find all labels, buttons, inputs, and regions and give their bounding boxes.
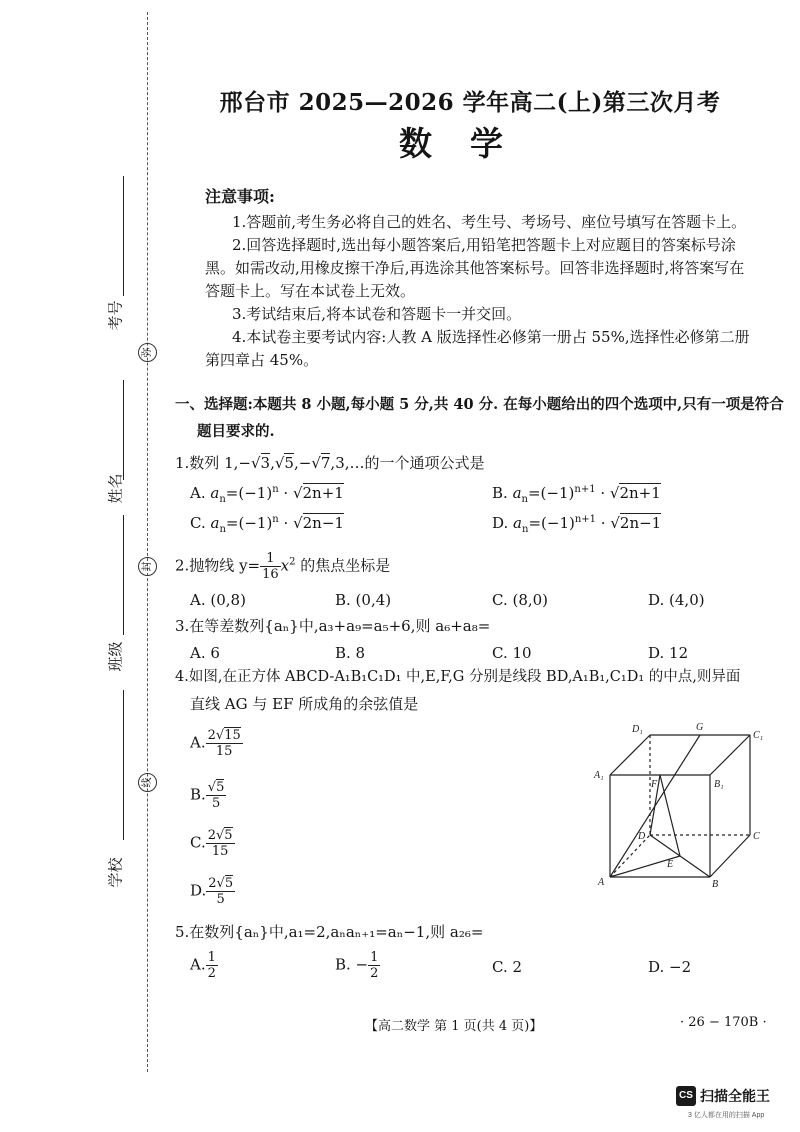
q5-option-d[interactable]: D. −2 — [648, 958, 692, 976]
exam-number-label: 考号 — [107, 300, 125, 331]
q3-option-c[interactable]: C. 10 — [492, 644, 532, 662]
edge-a1-d1 — [610, 735, 650, 775]
q4-option-b[interactable]: B. $\frac{√5}{5}$ — [190, 780, 225, 811]
q1-text-a: 1.数列 1,− — [175, 454, 251, 472]
q5-option-b[interactable]: B. − $\frac{1}{2}$ — [335, 950, 379, 981]
q1-option-d[interactable]: D. $a_n=(-1)^{n+1} \cdot √2n-1$ — [492, 514, 662, 535]
label-a1: A₁ — [594, 770, 604, 781]
q2-fraction: $\frac{1}{16}$ — [262, 551, 279, 582]
class-label: 班级 — [107, 641, 125, 672]
school-label: 学校 — [107, 857, 125, 888]
seal-char-feng: 封 — [138, 557, 157, 576]
notice-item-2-end: 答题卡上。写在本试卷上无效。 — [205, 282, 416, 300]
sqrt-icon: √ — [216, 876, 225, 891]
sqrt-icon: √ — [293, 514, 303, 532]
section-heading-cont: 题目要求的. — [197, 423, 275, 440]
question-4-stem-cont: 直线 AG 与 EF 所成角的余弦值是 — [190, 695, 419, 713]
q5-option-c[interactable]: C. 2 — [492, 958, 523, 976]
label-b: B — [712, 879, 719, 890]
q3-option-b[interactable]: B. 8 — [335, 644, 366, 662]
q1-option-a[interactable]: A. $a_n=(-1)^n \cdot √2n+1$ — [190, 484, 344, 505]
label-b1: B₁ — [714, 779, 724, 790]
q1-text-b: ,3,…的一个通项公式是 — [330, 454, 485, 472]
exam-title: 邢台市 2025—2026 学年高二(上)第三次月考 — [219, 89, 721, 116]
name-fill-line — [123, 380, 124, 480]
label-c1: C₁ — [753, 730, 764, 741]
q3-option-a[interactable]: A. 6 — [190, 644, 220, 662]
sqrt-icon: √ — [274, 454, 285, 472]
notice-item-4: 4.本试卷主要考试内容:人教 A 版选择性必修第一册占 55%,选择性必修第二册 — [232, 328, 750, 346]
label-f: F — [651, 779, 658, 790]
exam-number-fill-line — [123, 176, 124, 296]
question-4-stem: 4.如图,在正方体 ABCD-A₁B₁C₁D₁ 中,E,F,G 分别是线段 BD,A₁B₁,C₁D₁ 的中点,则异面 — [175, 669, 741, 685]
sqrt-icon: √ — [292, 484, 303, 502]
label-a: A — [598, 877, 605, 888]
q2-option-a[interactable]: A. (0,8) — [190, 591, 246, 609]
q1-option-c[interactable]: C. $a_n=(-1)^n \cdot √2n-1$ — [190, 514, 344, 535]
subject-title: 数学 — [399, 125, 541, 162]
sqrt-icon: √ — [207, 780, 217, 795]
q1-option-b[interactable]: B. $a_n=(-1)^{n+1} \cdot √2n+1$ — [492, 484, 661, 505]
paper-code: · 26 − 170B · — [680, 1015, 767, 1030]
sqrt-icon: √ — [609, 484, 620, 502]
q4-option-a[interactable]: A. $\frac{2√15}{15}$ — [190, 728, 241, 759]
notice-item-1: 1.答题前,考生务必将自己的姓名、考生号、考场号、座位号填写在答题卡上。 — [232, 213, 747, 231]
label-c: C — [753, 831, 760, 842]
label-e: E — [667, 859, 674, 870]
school-fill-line — [123, 690, 124, 840]
q1-root-5: 5 — [284, 454, 294, 472]
notice-item-2-cont: 黑。如需改动,用橡皮擦干净后,再选涂其他答案标号。回答非选择题时,将答案写在 — [205, 259, 745, 277]
notice-item-4-end: 第四章占 45%。 — [205, 351, 319, 369]
q1-root-3: 3 — [260, 454, 271, 472]
label-d: D — [638, 831, 646, 842]
q2-option-b[interactable]: B. (0,4) — [335, 591, 392, 609]
sqrt-icon: √ — [311, 454, 321, 472]
question-1-stem — [175, 452, 485, 474]
edge-b1-c1 — [710, 735, 750, 775]
seal-char-xian: 线 — [138, 773, 157, 792]
notice-heading: 注意事项: — [205, 187, 275, 206]
q4-option-d[interactable]: D. $\frac{2√5}{5}$ — [190, 876, 234, 907]
q1-comma-1: , — [270, 454, 275, 472]
q4-option-c[interactable]: C. $\frac{2√5}{15}$ — [190, 828, 233, 859]
notice-item-2: 2.回答选择题时,选出每小题答案后,用铅笔把答题卡上对应题目的答案标号涂 — [232, 236, 736, 254]
seal-char-mi: 弥 — [138, 343, 157, 362]
page-footer: 【高二数学 第 1 页(共 4 页)】 — [365, 1019, 543, 1034]
camscanner-name: 扫描全能王 — [700, 1088, 770, 1104]
edge-c-b — [710, 835, 750, 877]
sqrt-icon: √ — [610, 514, 620, 532]
q5-option-a[interactable]: A. $\frac{1}{2}$ — [190, 950, 216, 981]
camscanner-logo: CS — [676, 1086, 696, 1106]
sqrt-icon: √ — [250, 454, 261, 472]
question-2-stem: 2.抛物线 y= $\frac{1}{16}$ $x^2$ 的焦点坐标是 — [175, 551, 391, 582]
label-d1: D₁ — [632, 724, 643, 735]
label-g: G — [696, 722, 704, 733]
cube-figure — [590, 715, 770, 895]
q1-comma-2: ,− — [293, 454, 312, 472]
q3-option-d[interactable]: D. 12 — [648, 644, 689, 662]
sqrt-icon: √ — [215, 728, 225, 743]
seal-dashed-line — [147, 12, 148, 1072]
camscanner-tagline: 3 亿人都在用的扫描 App — [688, 1112, 765, 1119]
notice-item-3: 3.考试结束后,将本试卷和答题卡一并交回。 — [232, 305, 522, 323]
q2-option-c[interactable]: C. (8,0) — [492, 591, 549, 609]
section-heading: 一、选择题:本题共 8 小题,每小题 5 分,共 40 分. 在每小题给出的四个选项中,只有一项是符合 — [175, 396, 784, 413]
question-3-stem: 3.在等差数列{aₙ}中,a₃+a₉=a₅+6,则 a₆+a₈= — [175, 617, 491, 635]
question-5-stem: 5.在数列{aₙ}中,a₁=2,aₙaₙ₊₁=aₙ−1,则 a₂₆= — [175, 923, 484, 941]
class-fill-line — [123, 515, 124, 635]
q1-root-7: 7 — [320, 454, 331, 472]
q2-option-d[interactable]: D. (4,0) — [648, 591, 705, 609]
name-label: 姓名 — [107, 473, 125, 504]
sqrt-icon: √ — [216, 828, 225, 843]
